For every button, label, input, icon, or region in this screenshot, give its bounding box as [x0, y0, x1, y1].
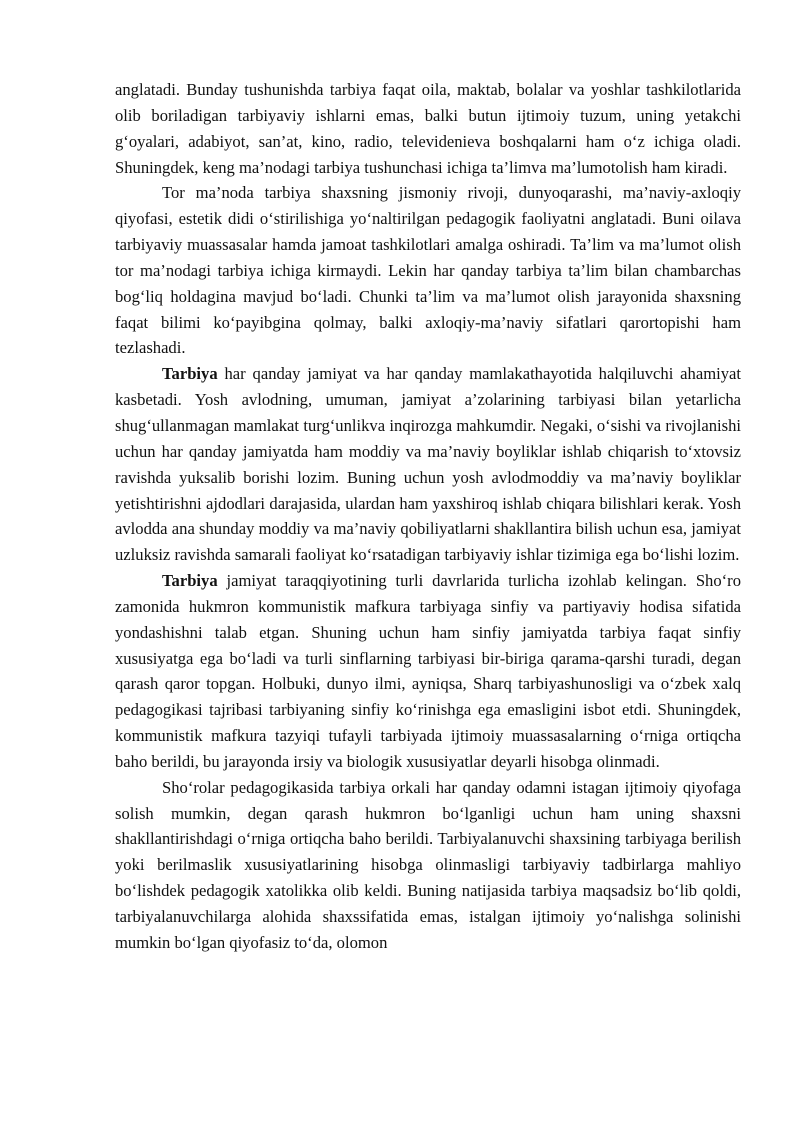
paragraph-4-bold-term: Tarbiya	[162, 571, 218, 591]
body-text	[115, 77, 741, 956]
paragraph-2-text: Tor ma’noda tarbiya shaxsning jismoniy rivoji, dunyoqarashi, ma’naviy-axloqiy qiyofasi, estetik didi o‘stirilishiga yo‘naltirilgan pedagogik faoliyatni anglatadi. Buni oilava tarbiyaviy muassasalar hamda jamoat tashkilotlari amalga oshiradi. Ta’lim va ma’lumot olish tor ma’nodagi tarbiya ichiga kirmaydi. Lekin har qanday tarbiya ta’lim bilan chambarchas bog‘liq holdagina mavjud bo‘ladi. Chunki ta’lim va ma’lumot olish jarayonida shaxsning faqat bilimi ko‘payibgina qolmay, balki axloqiy-ma’naviy sifatlari qarortopishi ham tezlashadi.	[115, 183, 741, 358]
paragraph-2	[115, 180, 741, 361]
paragraph-4	[115, 568, 741, 775]
paragraph-5-text: Sho‘rolar pedagogikasida tarbiya orkali har qanday odamni istagan ijtimoiy qiyofaga solish mumkin, degan qarash hukmron bo‘lganligi uchun ham uning shaxsni shakllantirishdagi o‘rniga ortiqcha baho berildi. Tarbiyalanuvchi shaxsining tarbiyaga berilish yoki berilmaslik xususiyatlarining hisobga olinmasligi tarbiyaviy tadbirlarga mahliyo bo‘lishdek pedagogik xatolikka olib keldi. Buning natijasida tarbiya maqsadsiz bo‘lib qoldi, tarbiyalanuvchilarga alohida shaxssifatida emas, istalgan ijtimoiy yo‘nalishga solinishi mumkin bo‘lgan qiyofasiz to‘da, olomon	[115, 777, 741, 952]
paragraph-3-text: har qanday jamiyat va har qanday mamlakathayotida halqiluvchi ahamiyat kasbetadi. Yosh avlodning, umuman, jamiyat a’zolarining tarbiyasi bilan yetarlicha shug‘ullanmagan mamlakat turg‘unlikva inqirozga mahkumdir. Negaki, o‘sishi va rivojlanishi uchun har qanday jamiyatda ham moddiy va ma’naviy boyliklar ishlab chiqarish to‘xtovsiz ravishda yuksalib borishi lozim. Buning uchun yosh avlodmoddiy va ma’naviy boyliklar yetishtirishni ajdodlari darajasida, ulardan ham yaxshiroq ishlab chiqara bilishlari kerak. Yosh avlodda ana shunday moddiy va ma’naviy qobiliyatlarni shakllantira bilish uchun esa, jamiyat uzluksiz ravishda samarali faoliyat ko‘rsatadigan tarbiyaviy ishlar tizimiga ega bo‘lishi lozim.	[115, 364, 741, 565]
paragraph-3	[115, 361, 741, 568]
paragraph-5	[115, 775, 741, 956]
paragraph-1	[115, 77, 741, 180]
paragraph-3-bold-term: Tarbiya	[162, 364, 218, 384]
paragraph-1-text: anglatadi. Bunday tushunishda tarbiya faqat oila, maktab, bolalar va yoshlar tashkilotlarida olib boriladigan tarbiyaviy ishlarni emas, balki butun ijtimoiy tuzum, uning yetakchi g‘oyalari, adabiyot, san’at, kino, radio, televidenieva boshqalarni ham o‘z ichiga oladi. Shuningdek, keng ma’nodagi tarbiya tushunchasi ichiga ta’limva ma’lumotolish ham kiradi.	[115, 80, 741, 177]
paragraph-4-text: jamiyat taraqqiyotining turli davrlarida turlicha izohlab kelingan. Sho‘ro zamonida hukmron kommunistik mafkura tarbiyaga sinfiy va partiyaviy hodisa sifatida yondashishni talab etgan. Shuning uchun ham sinfiy jamiyatda tarbiya faqat sinfiy xususiyatga ega bo‘ladi va turli sinflarning tarbiyasi bir-biriga qarama-qarshi turadi, degan qarash qaror topgan. Holbuki, dunyo ilmi, ayniqsa, Sharq tarbiyashunosligi va o‘zbek xalq pedagogikasi tajribasi tarbiyaning sinfiy ko‘rinishga ega emasligini isbot etdi. Shuningdek, kommunistik mafkura tazyiqi tufayli tarbiyada ijtimoiy muassasalarning o‘rniga ortiqcha baho berildi, bu jarayonda irsiy va biologik xususiyatlar deyarli hisobga olinmadi.	[115, 571, 741, 771]
